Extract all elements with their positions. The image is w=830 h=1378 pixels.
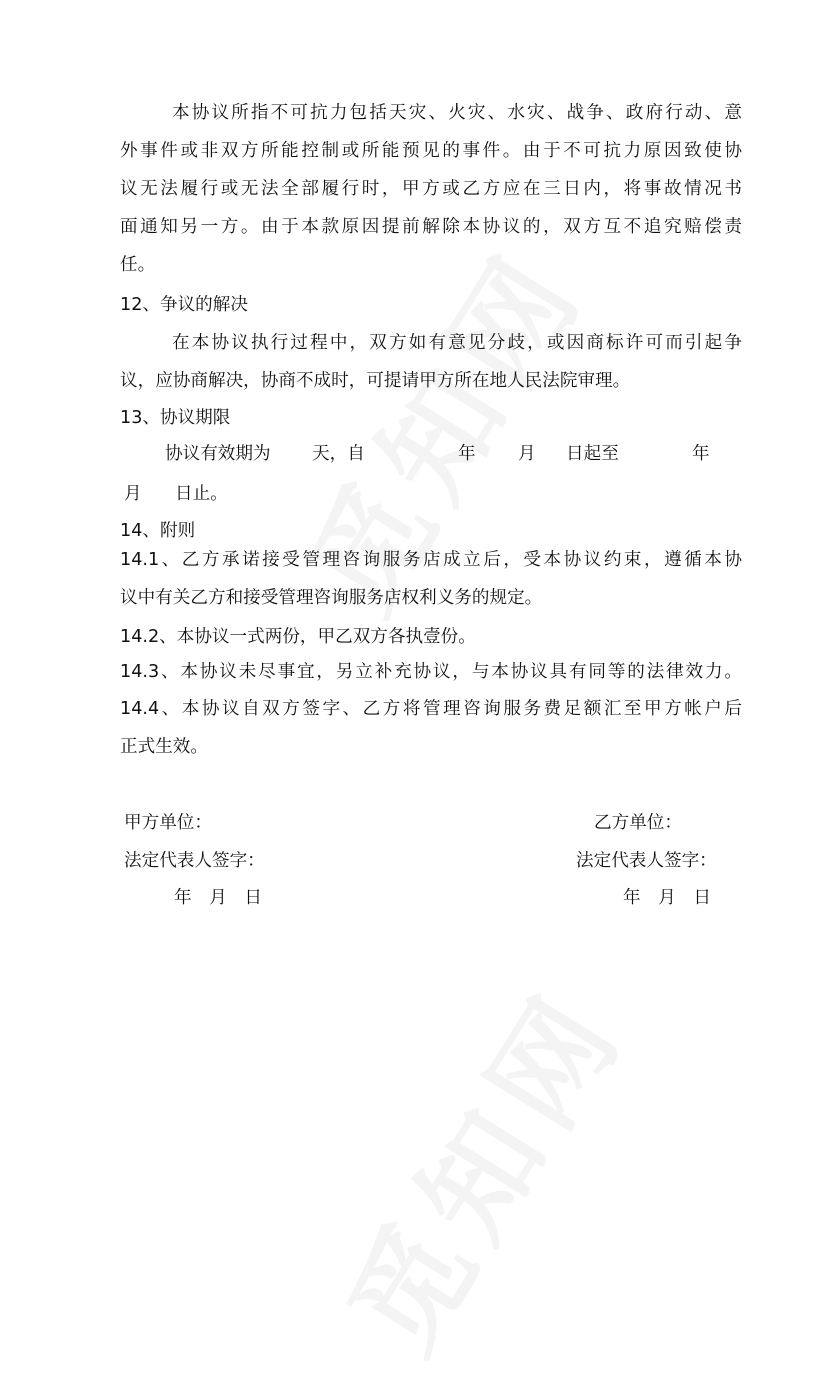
text-line: 14.2、本协议一式两份，甲乙双方各执壹份。 — [120, 627, 476, 647]
text-line: 外事件或非双方所能控制或所能预见的事件。由于不可抗力原因致使协 — [120, 141, 742, 161]
start-year: 年 — [458, 444, 476, 464]
end-month: 月 — [124, 484, 142, 504]
force-majeure-paragraph — [120, 94, 742, 284]
clause-14-2 — [120, 618, 742, 656]
section-14-heading: 14、附则 — [120, 521, 196, 541]
clause-14-1 — [120, 541, 742, 617]
end-year: 年 — [692, 444, 710, 464]
party-a-date: 年 月 日 — [174, 888, 262, 908]
term-prefix: 协议有效期为 — [165, 444, 271, 464]
party-b-rep-signature-label: 法定代表人签字： — [576, 851, 717, 871]
text-line: 14.3、本协议未尽事宜，另立补充协议，与本协议具有同等的法律效力。 — [120, 662, 742, 682]
section-12-paragraph — [120, 324, 742, 400]
party-a-rep-signature-label: 法定代表人签字： — [124, 851, 265, 871]
text-line: 14.4、本协议自双方签字、乙方将管理咨询服务费足额汇至甲方帐户后 — [120, 699, 742, 719]
party-b-date: 年 月 日 — [623, 888, 711, 908]
text-line: 议无法履行或无法全部履行时，甲方或乙方应在三日内，将事故情况书 — [120, 179, 742, 199]
start-month: 月 — [518, 444, 536, 464]
text-line: 任。 — [120, 255, 156, 275]
text-line: 在本协议执行过程中，双方如有意见分歧，或因商标许可而引起争 — [172, 333, 742, 353]
term-days: 天，自 — [312, 444, 365, 464]
party-a-unit-label: 甲方单位： — [124, 813, 212, 833]
watermark — [301, 952, 655, 1378]
text-line: 正式生效。 — [120, 737, 208, 757]
end-day: 日止。 — [175, 484, 228, 504]
section-13-heading: 13、协议期限 — [120, 408, 231, 428]
text-line: 议，应协商解决，协商不成时，可提请甲方所在地人民法院审理。 — [120, 371, 631, 391]
text-line: 本协议所指不可抗力包括天灾、火灾、水灾、战争、政府行动、意 — [172, 103, 742, 123]
text-line: 面通知另一方。由于本款原因提前解除本协议的，双方互不追究赔偿责 — [120, 217, 742, 237]
section-12-heading: 12、争议的解决 — [120, 295, 248, 315]
text-line: 议中有关乙方和接受管理咨询服务店权利义务的规定。 — [120, 588, 543, 608]
text-line: 14.1、乙方承诺接受管理咨询服务店成立后，受本协议约束，遵循本协 — [120, 550, 742, 570]
clause-14-4 — [120, 690, 742, 766]
clause-14-3 — [120, 653, 742, 691]
start-day: 日起至 — [566, 444, 619, 464]
party-b-unit-label: 乙方单位： — [594, 813, 682, 833]
